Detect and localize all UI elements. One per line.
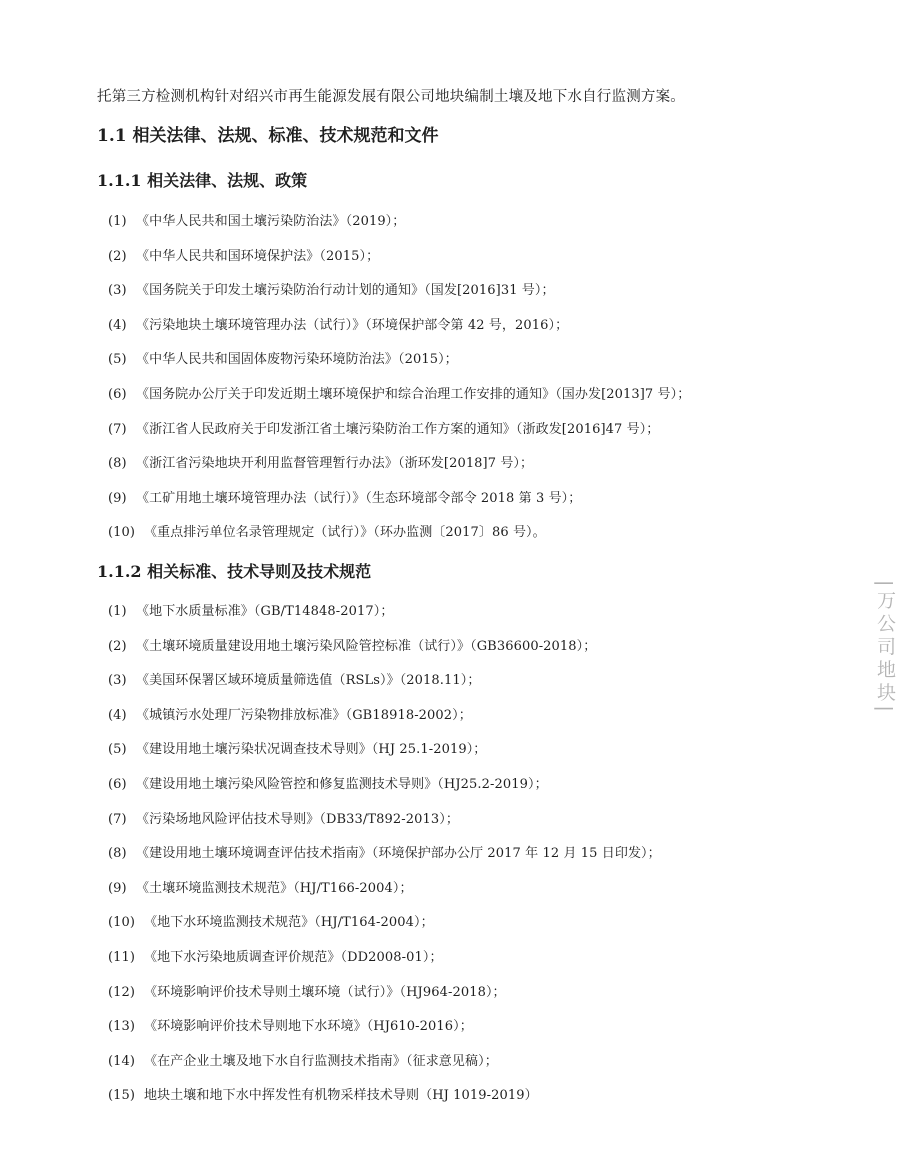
- list-item-text: 《污染地块土壤环境管理办法（试行）》（环境保护部令第 42 号，2016）；: [136, 317, 569, 333]
- list-item-text: 《浙江省污染地块开利用监督管理暂行办法》（浙环发[2018]7 号）；: [136, 456, 534, 472]
- list-item-number: (7): [108, 811, 127, 827]
- list-item-text: 《浙江省人民政府关于印发浙江省土壤污染防治工作方案的通知》（浙政发[2016]47 号）；: [136, 421, 660, 437]
- list-item: [108, 488, 690, 523]
- list-item: [108, 315, 690, 350]
- list-item-text: 《美国环保署区域环境质量筛选值（RSLs）》（2018.11）；: [136, 673, 481, 689]
- list-item-text: 《地下水污染地质调查评价规范》（DD2008-01）；: [144, 949, 443, 965]
- section-1-1-heading: 1.1 相关法律、法规、标准、技术规范和文件: [97, 126, 439, 146]
- list-item-text: 《环境影响评价技术导则地下水环境》（HJ610-2016）；: [144, 1019, 473, 1035]
- list-item: [108, 636, 661, 671]
- list-item-text: 《工矿用地土壤环境管理办法（试行）》（生态环境部令部令 2018 第 3 号）；: [136, 490, 582, 506]
- list-item-text: 《中华人民共和国固体废物污染环境防治法》（2015）；: [136, 352, 458, 368]
- list-item: [108, 246, 690, 281]
- section-1-1-1-heading: 1.1.1 相关法律、法规、政策: [97, 171, 308, 190]
- list-item: [108, 384, 690, 419]
- standards-guidelines-list: [108, 601, 661, 1120]
- list-item: [108, 774, 661, 809]
- list-item-number: (10): [108, 915, 136, 931]
- list-item-text: 《污染场地风险评估技术导则》（DB33/T892-2013）；: [136, 811, 459, 827]
- list-item-text: 《土壤环境质量建设用地土壤污染风险管控标准（试行）》（GB36600-2018）；: [136, 638, 597, 654]
- list-item-number: (13): [108, 1019, 136, 1035]
- list-item-text: 《建设用地土壤环境调查评估技术指南》（环境保护部办公厅 2017 年 12 月 15 日印发）；: [136, 846, 661, 862]
- list-item: [108, 878, 661, 913]
- list-item: [108, 705, 661, 740]
- list-item-number: (3): [108, 673, 127, 689]
- list-item-number: (6): [108, 386, 127, 402]
- list-item-text: 地块土壤和地下水中挥发性有机物采样技术导则（HJ 1019-2019）: [144, 1088, 538, 1104]
- list-item-number: (10): [108, 525, 136, 541]
- list-item-text: 《环境影响评价技术导则土壤环境（试行）》（HJ964-2018）；: [144, 984, 506, 1000]
- list-item-number: (12): [108, 984, 136, 1000]
- side-seal-stamp: |万公司地块|: [874, 580, 896, 716]
- list-item-text: 《中华人民共和国环境保护法》（2015）；: [136, 248, 380, 264]
- list-item-text: 《国务院关于印发土壤污染防治行动计划的通知》（国发[2016]31 号）；: [136, 283, 555, 299]
- list-item-number: (8): [108, 846, 127, 862]
- list-item-number: (14): [108, 1053, 136, 1069]
- list-item: [108, 912, 661, 947]
- list-item: [108, 982, 661, 1017]
- list-item-number: (15): [108, 1088, 136, 1104]
- section-1-1-2-heading: 1.1.2 相关标准、技术导则及技术规范: [97, 562, 372, 581]
- list-item: [108, 739, 661, 774]
- list-item: [108, 280, 690, 315]
- list-item-text: 《建设用地土壤污染状况调查技术导则》（HJ 25.1-2019）；: [136, 742, 487, 758]
- list-item: [108, 1085, 661, 1120]
- list-item-text: 《建设用地土壤污染风险管控和修复监测技术导则》（HJ25.2-2019）；: [136, 776, 548, 792]
- list-item: [108, 211, 690, 246]
- list-item: [108, 947, 661, 982]
- list-item: [108, 843, 661, 878]
- list-item-number: (2): [108, 248, 127, 264]
- list-item-text: 《重点排污单位名录管理规定（试行）》（环办监测〔2017〕86 号）。: [144, 525, 546, 541]
- list-item-number: (8): [108, 456, 127, 472]
- list-item-text: 《地下水质量标准》（GB/T14848-2017）；: [136, 604, 394, 619]
- list-item-number: (6): [108, 776, 127, 792]
- list-item: [108, 670, 661, 705]
- list-item-number: (5): [108, 742, 127, 758]
- list-item-number: (11): [108, 949, 136, 965]
- list-item-number: (4): [108, 317, 127, 333]
- list-item-number: (1): [108, 214, 127, 229]
- list-item-text: 《土壤环境监测技术规范》（HJ/T166-2004）；: [136, 880, 413, 896]
- list-item: [108, 809, 661, 844]
- list-item-number: (5): [108, 352, 127, 368]
- list-item-number: (1): [108, 604, 127, 619]
- list-item-number: (2): [108, 638, 127, 654]
- list-item: [108, 1016, 661, 1051]
- list-item-number: (9): [108, 490, 127, 506]
- list-item: [108, 601, 661, 636]
- list-item-text: 《地下水环境监测技术规范》（HJ/T164-2004）；: [144, 915, 434, 931]
- list-item: [108, 522, 690, 557]
- list-item-number: (4): [108, 707, 127, 723]
- laws-regulations-list: [108, 211, 690, 557]
- intro-paragraph: 托第三方检测机构针对绍兴市再生能源发展有限公司地块编制土壤及地下水自行监测方案。: [97, 89, 685, 105]
- list-item-number: (7): [108, 421, 127, 437]
- list-item-text: 《在产企业土壤及地下水自行监测技术指南》（征求意见稿）；: [144, 1053, 498, 1069]
- list-item-text: 《城镇污水处理厂污染物排放标准》（GB18918-2002）；: [136, 707, 472, 723]
- list-item-text: 《国务院办公厅关于印发近期土壤环境保护和综合治理工作安排的通知》（国办发[2013]7 号）；: [136, 386, 691, 402]
- list-item: [108, 1051, 661, 1086]
- list-item: [108, 349, 690, 384]
- list-item-number: (9): [108, 880, 127, 896]
- list-item: [108, 419, 690, 454]
- list-item: [108, 453, 690, 488]
- list-item-number: (3): [108, 283, 127, 299]
- list-item-text: 《中华人民共和国土壤污染防治法》（2019）；: [136, 214, 406, 229]
